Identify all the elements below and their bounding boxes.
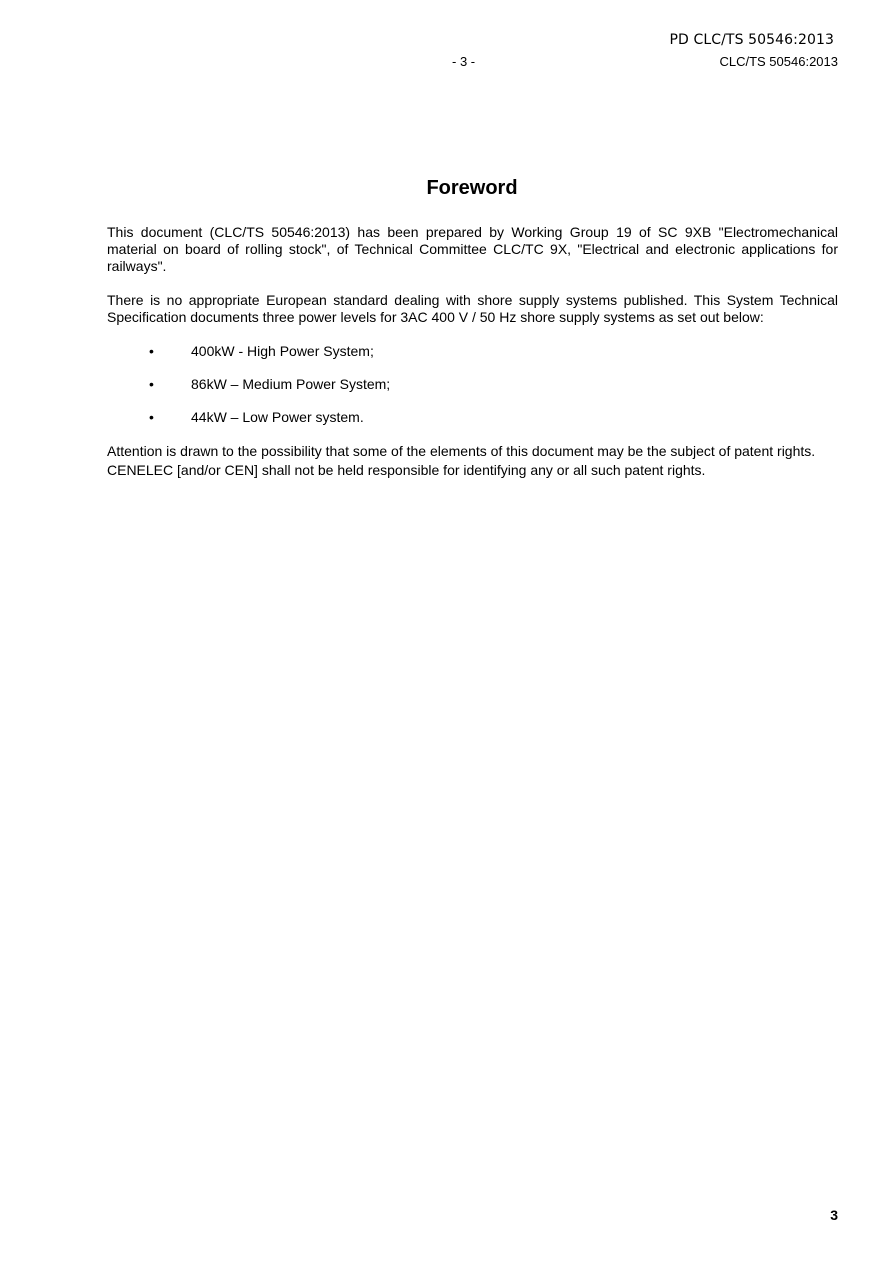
footer-page-number: 3 xyxy=(830,1207,838,1223)
list-item-text: 86kW – Medium Power System; xyxy=(191,376,391,392)
list-item xyxy=(107,409,838,426)
list-item-text: 400kW - High Power System; xyxy=(191,343,374,359)
standard-identifier: CLC/TS 50546:2013 xyxy=(719,54,838,69)
page-marker: - 3 - xyxy=(452,54,476,69)
pd-identifier: PD CLC/TS 50546:2013 xyxy=(669,32,834,48)
bullet-icon: • xyxy=(149,376,154,392)
list-item xyxy=(107,376,838,393)
paragraph-preparation: This document (CLC/TS 50546:2013) has been prepared by Working Group 19 of SC 9XB "Electromechanical material on board of rolling stock", of Technical Committee CLC/TC 9X, "Electrical and electronic applications for railways". xyxy=(107,224,838,274)
page-title: Foreword xyxy=(426,177,518,199)
bullet-icon: • xyxy=(149,409,154,425)
paragraph-patent-notice: Attention is drawn to the possibility that some of the elements of this document may be the subject of patent rights. CENELEC [and/or CEN] shall not be held responsible for identifying any or all such patent rights. xyxy=(107,443,816,478)
paragraph-scope: There is no appropriate European standard dealing with shore supply systems published. This System Technical Specification documents three power levels for 3AC 400 V / 50 Hz shore supply systems as set out below: xyxy=(107,292,838,325)
list-item xyxy=(107,343,838,360)
power-levels-list xyxy=(107,343,838,426)
foreword-body xyxy=(107,224,838,497)
bullet-icon: • xyxy=(149,343,154,359)
list-item-text: 44kW – Low Power system. xyxy=(191,409,364,425)
